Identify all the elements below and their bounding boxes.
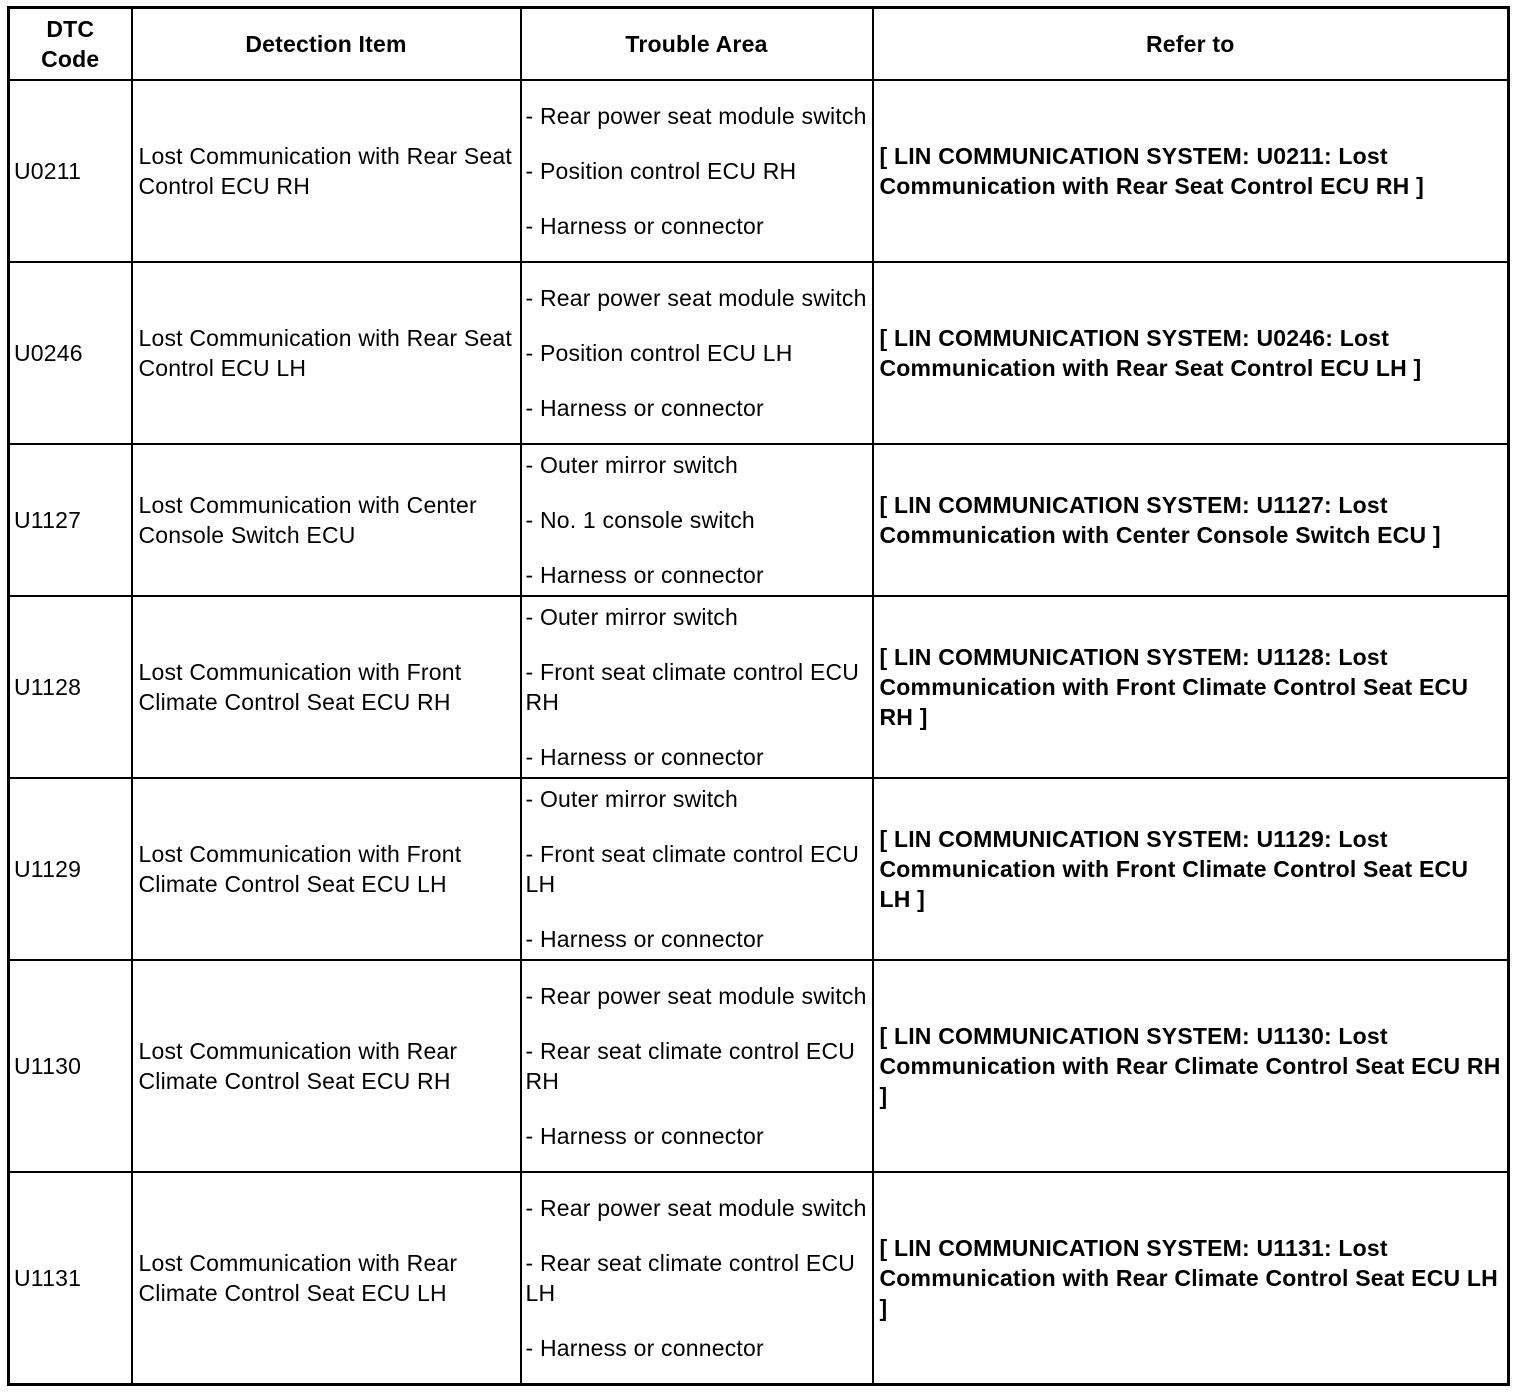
table-row <box>9 596 1509 778</box>
trouble-area-item: - Rear seat climate control ECU RH <box>525 1038 856 1095</box>
table-row <box>9 1172 1509 1384</box>
trouble-area-cell <box>521 444 873 596</box>
dtc-code-cell: U1131 <box>9 1172 132 1384</box>
detection-item-cell: Lost Communication with Rear Climate Control Seat ECU LH <box>132 1172 521 1384</box>
trouble-area-cell <box>521 596 873 778</box>
trouble-area-item: - Rear seat climate control ECU LH <box>525 1250 856 1307</box>
trouble-area-item: - Harness or connector <box>525 395 764 422</box>
refer-to-link[interactable]: [ LIN COMMUNICATION SYSTEM: U1128: Lost Communication with Front Climate Control Seat ECU RH ] <box>873 596 1509 778</box>
detection-item-cell: Lost Communication with Rear Seat Control ECU RH <box>132 80 521 262</box>
refer-to-link[interactable]: [ LIN COMMUNICATION SYSTEM: U1130: Lost Communication with Rear Climate Control Seat ECU RH ] <box>873 960 1509 1172</box>
detection-item-cell: Lost Communication with Front Climate Control Seat ECU LH <box>132 778 521 960</box>
trouble-area-cell <box>521 80 873 262</box>
trouble-area-item: - Harness or connector <box>525 1335 764 1362</box>
table-row <box>9 960 1509 1172</box>
table-header-row <box>9 8 1509 81</box>
detection-item-cell: Lost Communication with Center Console Switch ECU <box>132 444 521 596</box>
dtc-code-cell: U1129 <box>9 778 132 960</box>
dtc-code-cell: U0246 <box>9 262 132 444</box>
trouble-area-item: - Rear power seat module switch <box>525 983 867 1010</box>
trouble-area-item: - Harness or connector <box>525 562 764 589</box>
table-row <box>9 80 1509 262</box>
refer-to-link[interactable]: [ LIN COMMUNICATION SYSTEM: U1131: Lost Communication with Rear Climate Control Seat ECU LH ] <box>873 1172 1509 1384</box>
header-refer-to: Refer to <box>873 8 1509 81</box>
detection-item-cell: Lost Communication with Rear Climate Control Seat ECU RH <box>132 960 521 1172</box>
dtc-code-cell: U1128 <box>9 596 132 778</box>
detection-item-cell: Lost Communication with Rear Seat Control ECU LH <box>132 262 521 444</box>
refer-to-link[interactable]: [ LIN COMMUNICATION SYSTEM: U0211: Lost Communication with Rear Seat Control ECU RH ] <box>873 80 1509 262</box>
trouble-area-item: - No. 1 console switch <box>525 507 755 534</box>
trouble-area-cell <box>521 960 873 1172</box>
trouble-area-item: - Position control ECU LH <box>525 340 793 367</box>
table-row <box>9 778 1509 960</box>
dtc-table <box>7 6 1510 1386</box>
trouble-area-item: - Harness or connector <box>525 213 764 240</box>
trouble-area-cell <box>521 1172 873 1384</box>
trouble-area-item: - Front seat climate control ECU LH <box>525 841 860 898</box>
header-dtc-code-line1: DTC <box>46 16 95 42</box>
trouble-area-item: - Front seat climate control ECU RH <box>525 659 860 716</box>
header-detection-item: Detection Item <box>132 8 521 81</box>
header-trouble-area: Trouble Area <box>521 8 873 81</box>
trouble-area-item: - Harness or connector <box>525 926 764 953</box>
refer-to-link[interactable]: [ LIN COMMUNICATION SYSTEM: U1129: Lost Communication with Front Climate Control Seat ECU LH ] <box>873 778 1509 960</box>
trouble-area-item: - Harness or connector <box>525 744 764 771</box>
trouble-area-cell <box>521 262 873 444</box>
dtc-code-cell: U1130 <box>9 960 132 1172</box>
trouble-area-item: - Harness or connector <box>525 1123 764 1150</box>
header-dtc-code-line2: Code <box>41 46 100 72</box>
trouble-area-item: - Rear power seat module switch <box>525 103 867 130</box>
trouble-area-item: - Outer mirror switch <box>525 452 738 479</box>
table-row <box>9 262 1509 444</box>
trouble-area-item: - Rear power seat module switch <box>525 285 867 312</box>
trouble-area-cell <box>521 778 873 960</box>
detection-item-cell: Lost Communication with Front Climate Control Seat ECU RH <box>132 596 521 778</box>
refer-to-link[interactable]: [ LIN COMMUNICATION SYSTEM: U1127: Lost Communication with Center Console Switch ECU ] <box>873 444 1509 596</box>
table-row <box>9 444 1509 596</box>
trouble-area-item: - Position control ECU RH <box>525 158 797 185</box>
dtc-code-cell: U0211 <box>9 80 132 262</box>
trouble-area-item: - Outer mirror switch <box>525 786 738 813</box>
header-dtc-code <box>9 8 132 81</box>
trouble-area-item: - Rear power seat module switch <box>525 1195 867 1222</box>
refer-to-link[interactable]: [ LIN COMMUNICATION SYSTEM: U0246: Lost Communication with Rear Seat Control ECU LH ] <box>873 262 1509 444</box>
dtc-code-cell: U1127 <box>9 444 132 596</box>
trouble-area-item: - Outer mirror switch <box>525 604 738 631</box>
